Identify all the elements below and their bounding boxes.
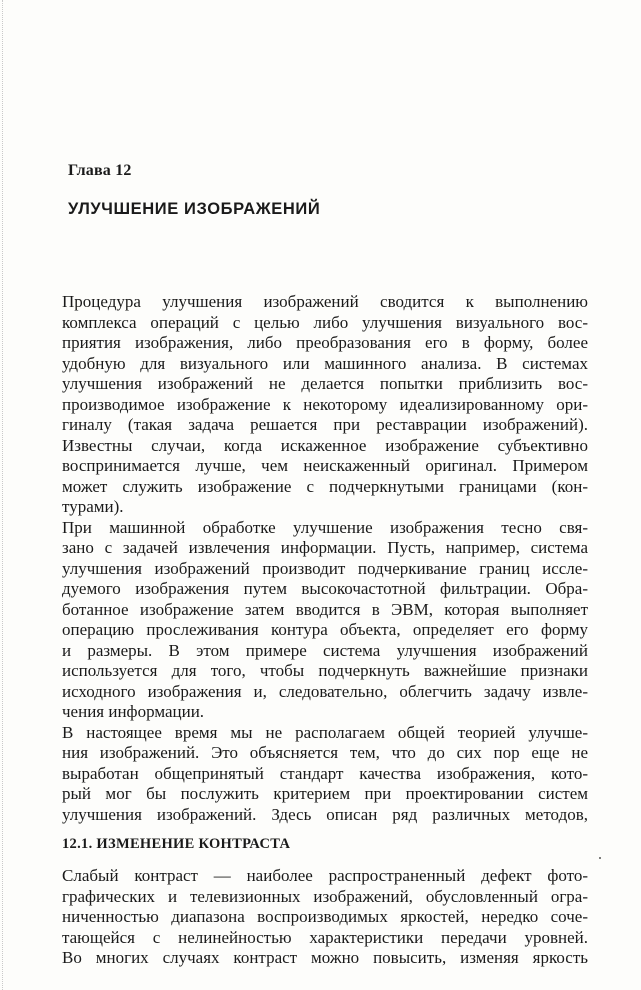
section-heading: 12.1. ИЗМЕНЕНИЕ КОНТРАСТА (62, 836, 291, 852)
text-line: Во многих случаях контраст можно повысить, изменяя яркость (62, 948, 588, 967)
text-line: ниченностью диапазона воспроизводимых яркостей, нередко соче- (62, 907, 588, 926)
text-line: комплекса операций с целью либо улучшения визуального вос- (62, 313, 588, 332)
text-line: Известны случаи, когда искаженное изображение субъективно (62, 436, 588, 455)
text-line: выработан общепринятый стандарт качества изображения, кото- (62, 764, 588, 783)
text-line: приятия изображения, либо преобразования его в форму, более (62, 333, 588, 352)
text-line: улучшения изображений. Здесь описан ряд различных методов, (62, 805, 588, 824)
text-line: Процедура улучшения изображений сводится к выполнению (62, 292, 588, 311)
text-line: графических и телевизионных изображений, обусловленный огра- (62, 887, 588, 906)
text-line: тающейся с нелинейностью характеристики передачи уровней. (62, 928, 588, 947)
text-line: удобную для визуального или машинного анализа. В системах (62, 354, 588, 373)
print-speck (599, 857, 601, 859)
text-line: может служить изображение с подчеркнутыми границами (кон- (62, 477, 588, 496)
text-line: операцию прослеживания контура объекта, определяет его форму (62, 620, 588, 639)
page-edge-dots (2, 0, 4, 990)
text-line: воспринимается лучше, чем неискаженный оригинал. Примером (62, 456, 588, 475)
text-line: В настоящее время мы не располагаем общей теорией улучше- (62, 723, 588, 742)
text-line: и размеры. В этом примере система улучшения изображений (62, 641, 588, 660)
text-line: исходного изображения и, следовательно, облегчить задачу извле- (62, 682, 588, 701)
text-line: рый мог бы послужить критерием при проектировании систем (62, 784, 588, 803)
text-line: зано с задачей извлечения информации. Пусть, например, система (62, 538, 588, 557)
text-line: используется для того, чтобы подчеркнуть важнейшие признаки (62, 661, 588, 680)
text-line: производимое изображение к некоторому идеализированному ори- (62, 395, 588, 414)
text-line: улучшения изображений не делается попытки приблизить вос- (62, 374, 588, 393)
text-line: чения информации. (62, 702, 205, 721)
text-line: турами). (62, 497, 124, 516)
text-line: При машинной обработке улучшение изображения тесно свя- (62, 518, 588, 537)
text-line: ния изображений. Это объясняется тем, что до сих пор еще не (62, 743, 588, 762)
chapter-label: Глава 12 (68, 162, 132, 179)
text-line: ботанное изображение затем вводится в ЭВМ, которая выполняет (62, 600, 588, 619)
text-line: дуемого изображения путем высокочастотной фильтрации. Обра- (62, 579, 588, 598)
text-line: Слабый контраст — наиболее распространенный дефект фото- (62, 866, 588, 885)
chapter-title: УЛУЧШЕНИЕ ИЗОБРАЖЕНИЙ (68, 200, 321, 218)
text-line: гиналу (такая задача решается при реставрации изображений). (62, 415, 588, 434)
text-line: улучшения изображений производит подчеркивание границ иссле- (62, 559, 588, 578)
